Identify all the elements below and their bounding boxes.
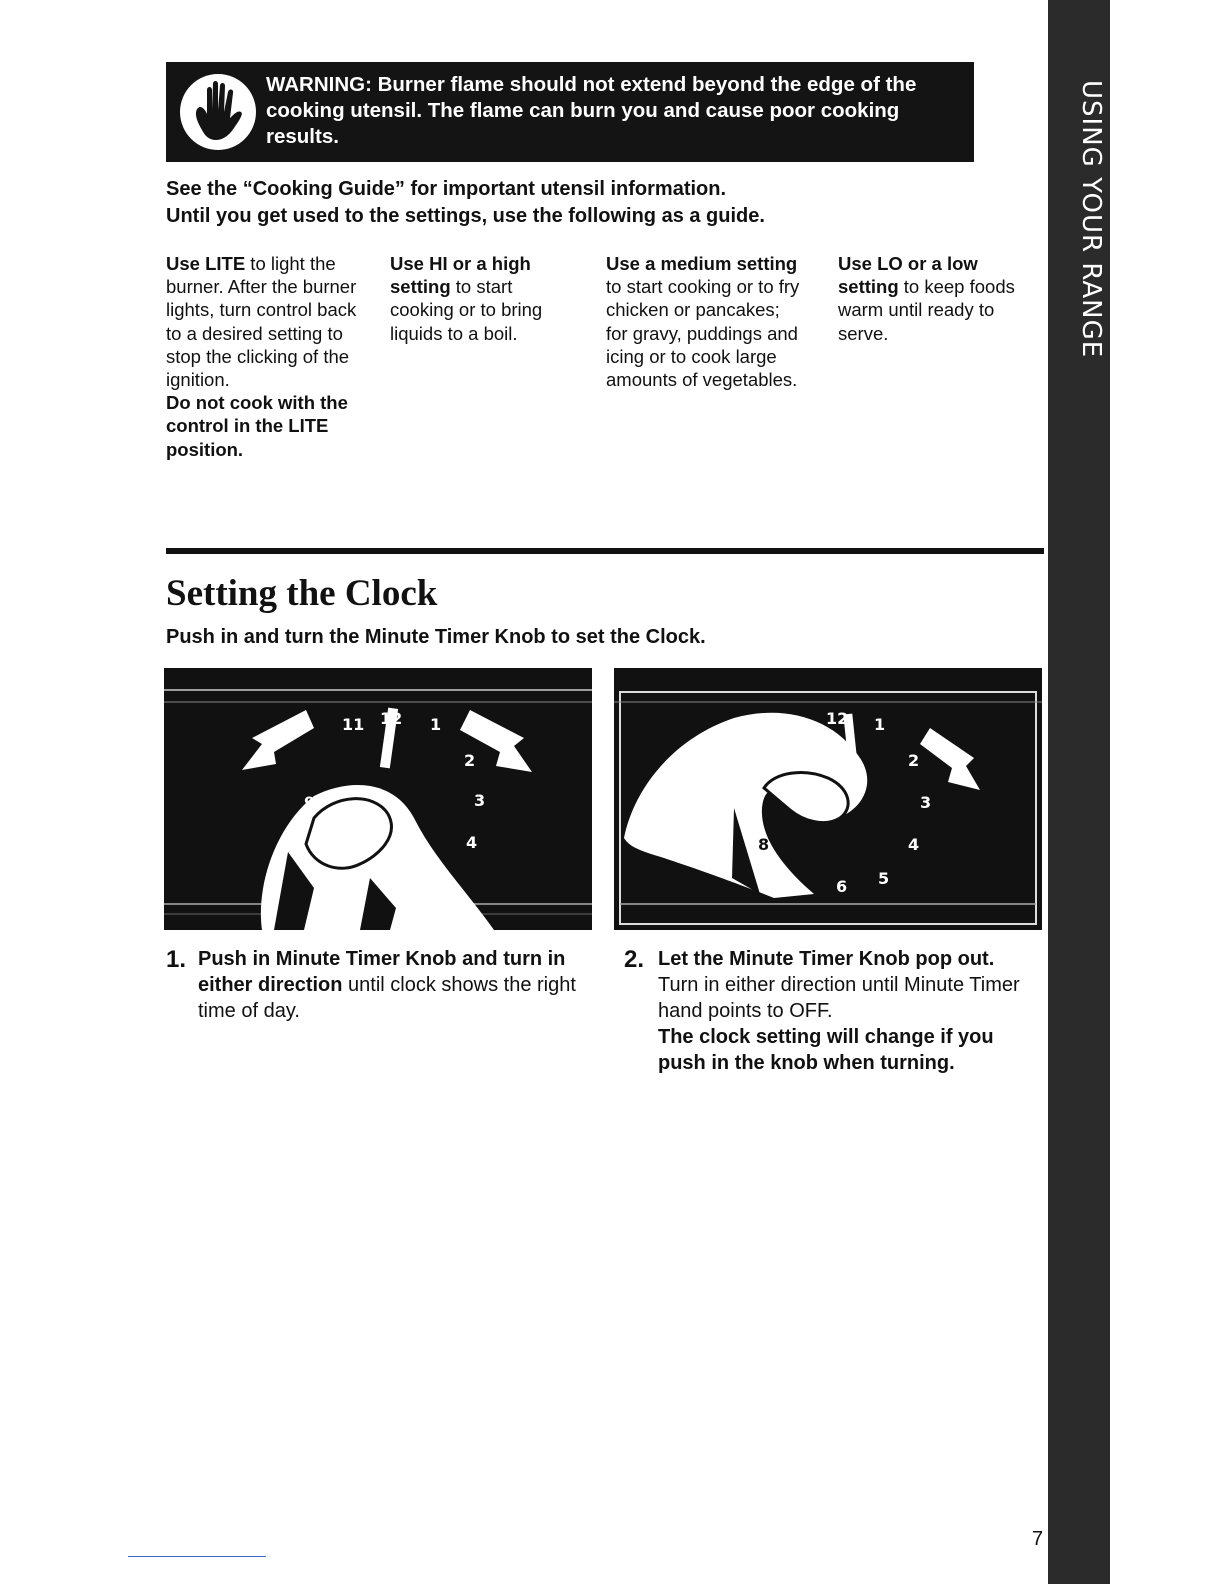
clock-number: 12 — [826, 709, 849, 728]
clock-number: 2 — [464, 751, 476, 770]
section-title: Setting the Clock — [166, 573, 438, 614]
column-warning: Do not cook with the control in the LITE position. — [166, 392, 348, 460]
column-text: to keep foods warm until ready to serve. — [838, 276, 1015, 344]
clock-number: 6 — [390, 881, 402, 900]
clock-number: 3 — [474, 791, 486, 810]
clock-figure-2 — [614, 668, 1042, 930]
step-bold: Push in Minute Timer Knob and turn in either direction — [198, 948, 566, 996]
clock-illustration-1 — [164, 668, 592, 930]
column-lead: Use HI or a high setting — [390, 253, 531, 298]
column-lead: Use LO or a low setting — [838, 253, 978, 298]
section-divider — [166, 548, 1044, 554]
column-text: to start cooking or to bring liquids to a boil. — [390, 276, 543, 344]
setting-column-lo — [838, 252, 1038, 345]
step-warning: The clock setting will change if you push in the knob when turning. — [658, 1026, 994, 1074]
step-2 — [658, 946, 1038, 1076]
side-tab-label: USING YOUR RANGE — [1076, 80, 1106, 359]
clock-number: 9 — [304, 793, 316, 812]
clock-number: 11 — [342, 715, 365, 734]
clock-number: 4 — [908, 835, 920, 854]
footer-line — [128, 1556, 266, 1557]
clock-number: 3 — [920, 793, 932, 812]
clock-number: 2 — [908, 751, 920, 770]
step-1 — [198, 946, 588, 1024]
guide-line-2: Until you get used to the settings, use the following as a guide. — [166, 205, 765, 227]
clock-illustration-2 — [614, 668, 1042, 930]
setting-column-medium — [606, 252, 806, 391]
warning-label: WARNING: — [266, 73, 372, 96]
setting-column-lite — [166, 252, 366, 461]
clock-number: 1 — [430, 715, 442, 734]
clock-number: 12 — [380, 709, 403, 728]
section-subtitle: Push in and turn the Minute Timer Knob to set the Clock. — [166, 626, 706, 648]
clock-number: 4 — [466, 833, 478, 852]
clock-figure-1 — [164, 668, 592, 930]
column-text: to light the burner. After the burner lights, turn control back to a desired setting to stop the clicking of the ignition. — [166, 253, 357, 391]
column-lead: Use a medium setting — [606, 253, 798, 274]
clock-number: 10 — [302, 749, 325, 768]
clock-number: 6 — [836, 877, 848, 896]
column-text: to start cooking or to fry chicken or pancakes; for gravy, puddings and icing or to cook large amounts of vegetables. — [606, 276, 800, 391]
step-number-2: 2. — [624, 946, 645, 973]
clock-number: 8 — [758, 835, 770, 854]
setting-column-hi — [390, 252, 580, 345]
step-bold: Let the Minute Timer Knob pop out. — [658, 948, 995, 970]
warning-text — [266, 72, 966, 150]
column-lead: Use LITE — [166, 253, 246, 274]
hand-stop-icon — [178, 72, 258, 152]
step-number-1: 1. — [166, 946, 187, 973]
guide-line-1: See the “Cooking Guide” for important utensil information. — [166, 178, 727, 200]
guide-intro — [166, 176, 765, 230]
clock-number: 11 — [786, 715, 809, 734]
step-text: Turn in either direction until Minute Timer hand points to OFF. — [658, 974, 1020, 1022]
page-number: 7 — [1032, 1528, 1044, 1550]
clock-number: 1 — [874, 715, 886, 734]
warning-box — [166, 62, 974, 162]
step-text: until clock shows the right time of day. — [198, 974, 576, 1022]
warning-body: Burner flame should not extend beyond the edge of the cooking utensil. The flame can burn you and cause poor cooking results. — [266, 73, 917, 148]
clock-number: 5 — [878, 869, 890, 888]
